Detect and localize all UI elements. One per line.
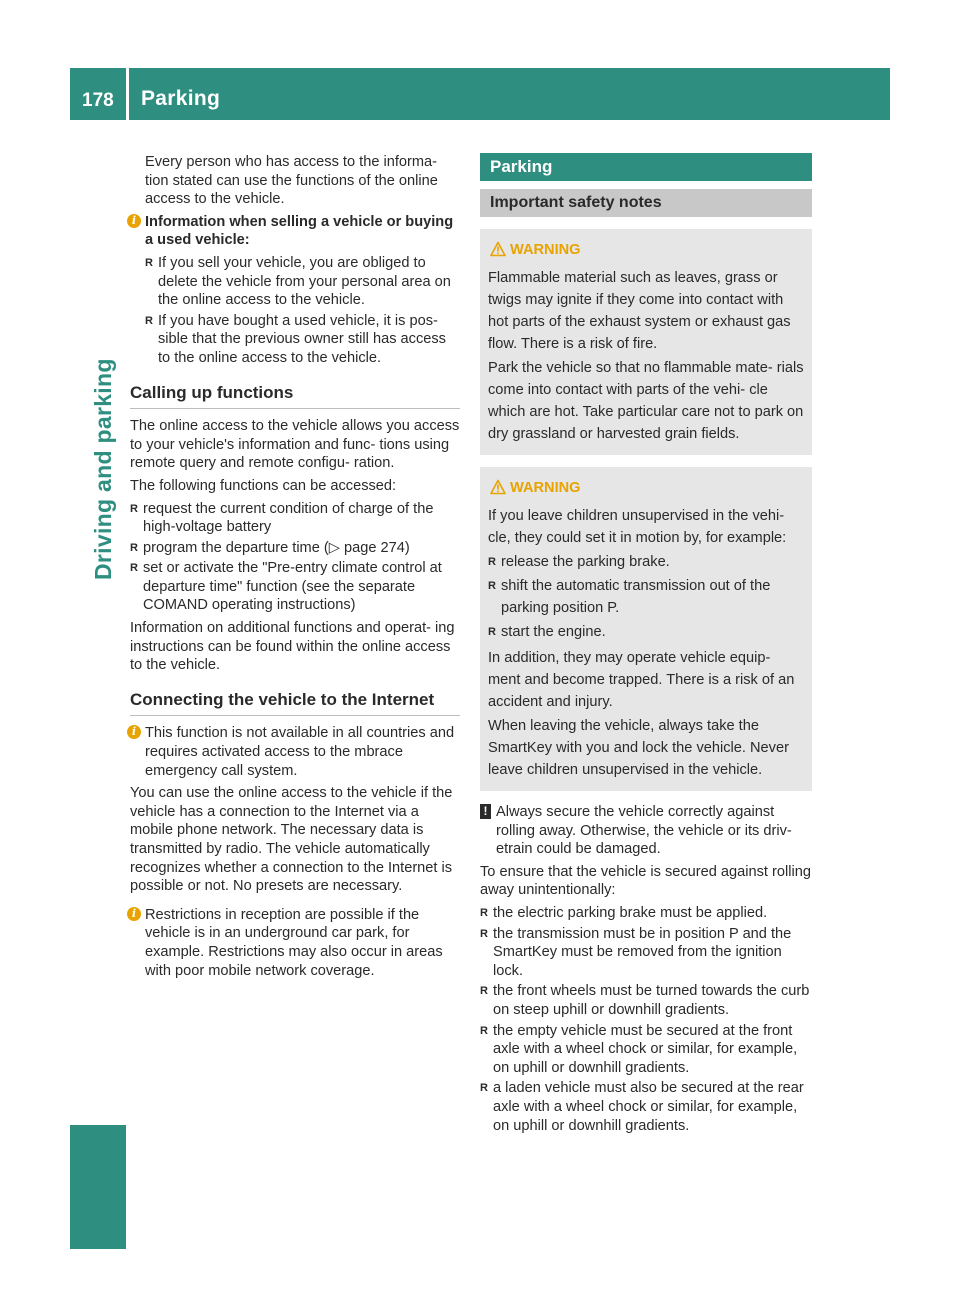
calling-paragraph-1: The online access to the vehicle allows you access to your vehicle's information and func- tions using remote query and remote configu- ration. bbox=[130, 418, 460, 472]
info-availability-text: This function is not available in all countries and requires activated access to the mbrace emergency call system. bbox=[145, 725, 455, 779]
secure-paragraph: To ensure that the vehicle is secured against rolling away unintentionally: bbox=[480, 863, 811, 899]
notice-text: Always secure the vehicle correctly against rolling away. Otherwise, the vehicle or its driv- etrain could be damaged. bbox=[496, 804, 792, 858]
list-item: R the empty vehicle must be secured at the front axle with a wheel chock or similar, for example, on uphill or downhill gradients. bbox=[480, 1022, 812, 1078]
list-item: R program the departure time (▷ page 274) bbox=[130, 539, 460, 558]
list-item: R set or activate the "Pre-entry climate control at departure time" function (see the separate COMAND operating instructions) bbox=[130, 559, 460, 615]
header-divider bbox=[126, 68, 129, 120]
warning-heading bbox=[488, 477, 804, 499]
side-chapter-label bbox=[82, 260, 122, 580]
header-title: Parking bbox=[141, 87, 221, 110]
warning-triangle-icon bbox=[490, 479, 506, 495]
list-item: R the transmission must be in position P and the SmartKey must be removed from the ignition lock. bbox=[480, 925, 812, 981]
subsection-title-bar: Important safety notes bbox=[480, 189, 812, 217]
connecting-paragraph: You can use the online access to the vehicle if the vehicle has a connection to the Internet via a mobile phone network. The necessary data is transmitted by radio. The vehicle automatically recognizes whether a connection to the Internet is possible or not. No presets are necessary. bbox=[130, 785, 453, 895]
warning-children-text-1: If you leave children unsupervised in the vehi- cle, they could set it in motion by, for example: bbox=[488, 508, 787, 546]
heading-connecting-internet: Connecting the vehicle to the Internet bbox=[130, 691, 460, 717]
intro-paragraph: Every person who has access to the informa- tion stated can use the functions of the online access to the vehicle. bbox=[145, 154, 438, 208]
info-icon: i bbox=[127, 907, 141, 921]
info-selling-title: Information when selling a vehicle or buying a used vehicle: bbox=[145, 213, 454, 249]
warning-label: WARNING bbox=[510, 242, 581, 258]
side-chapter-text: Driving and parking bbox=[90, 358, 116, 580]
info-selling-list bbox=[130, 254, 460, 368]
warning-box-fire bbox=[480, 229, 812, 455]
info-icon: i bbox=[127, 725, 141, 739]
section-title-bar: Parking bbox=[480, 153, 812, 181]
warning-children-list bbox=[488, 551, 804, 643]
calling-paragraph-2: The following functions can be accessed: bbox=[130, 477, 397, 494]
heading-calling-up-functions: Calling up functions bbox=[130, 384, 460, 410]
list-item: R If you sell your vehicle, you are obliged to delete the vehicle from your personal area on the online access to the vehicle. bbox=[145, 254, 460, 310]
side-color-block bbox=[70, 1125, 126, 1249]
left-column bbox=[130, 153, 460, 984]
warning-heading bbox=[488, 239, 804, 261]
info-icon: i bbox=[127, 214, 141, 228]
warning-label: WARNING bbox=[510, 480, 581, 496]
info-availability bbox=[130, 724, 460, 780]
info-restrictions-text: Restrictions in reception are possible if the vehicle is in an underground car park, for example. Restrictions may also occur in areas with poor mobile network coverage. bbox=[145, 906, 443, 979]
warning-fire-text-2: Park the vehicle so that no flammable mate- rials come into contact with parts of the vehi- cle which are hot. Take particular care not to park on dry grassland or harvested grain fields. bbox=[488, 360, 804, 442]
warning-children-text-3: When leaving the vehicle, always take the SmartKey with you and lock the vehicle. Never leave children unsupervised in the vehicle. bbox=[488, 718, 789, 778]
list-item: R If you have bought a used vehicle, it is pos- sible that the previous owner still has access to the online access to the vehicle. bbox=[145, 312, 460, 368]
functions-list bbox=[130, 500, 460, 616]
warning-triangle-icon bbox=[490, 241, 506, 257]
list-item: R shift the automatic transmission out of the parking position P. bbox=[488, 575, 804, 619]
info-restrictions bbox=[130, 906, 460, 980]
list-item: R a laden vehicle must also be secured at the rear axle with a wheel chock or similar, for example, on uphill or downhill gradients. bbox=[480, 1079, 812, 1135]
list-item: R the front wheels must be turned towards the curb on steep uphill or downhill gradients. bbox=[480, 982, 812, 1019]
list-item: R start the engine. bbox=[488, 621, 804, 643]
info-selling bbox=[130, 213, 460, 250]
page-number: 178 bbox=[82, 90, 114, 111]
warning-children-text-2: In addition, they may operate vehicle equip- ment and become trapped. There is a risk of an accident and injury. bbox=[488, 650, 795, 710]
list-item: R the electric parking brake must be applied. bbox=[480, 904, 812, 923]
warning-box-children bbox=[480, 467, 812, 791]
calling-paragraph-3: Information on additional functions and operat- ing instructions can be found within the online access to the vehicle. bbox=[130, 620, 455, 674]
secure-list bbox=[480, 904, 812, 1135]
list-item: R release the parking brake. bbox=[488, 551, 804, 573]
list-item: R request the current condition of charge of the high-voltage battery bbox=[130, 500, 460, 537]
warning-fire-text-1: Flammable material such as leaves, grass or twigs may ignite if they come into contact with hot parts of the exhaust system or exhaust gas flow. There is a risk of fire. bbox=[488, 270, 791, 352]
right-column bbox=[480, 153, 812, 1139]
exclamation-icon: ! bbox=[480, 804, 491, 819]
notice-rolling-away bbox=[480, 803, 812, 859]
